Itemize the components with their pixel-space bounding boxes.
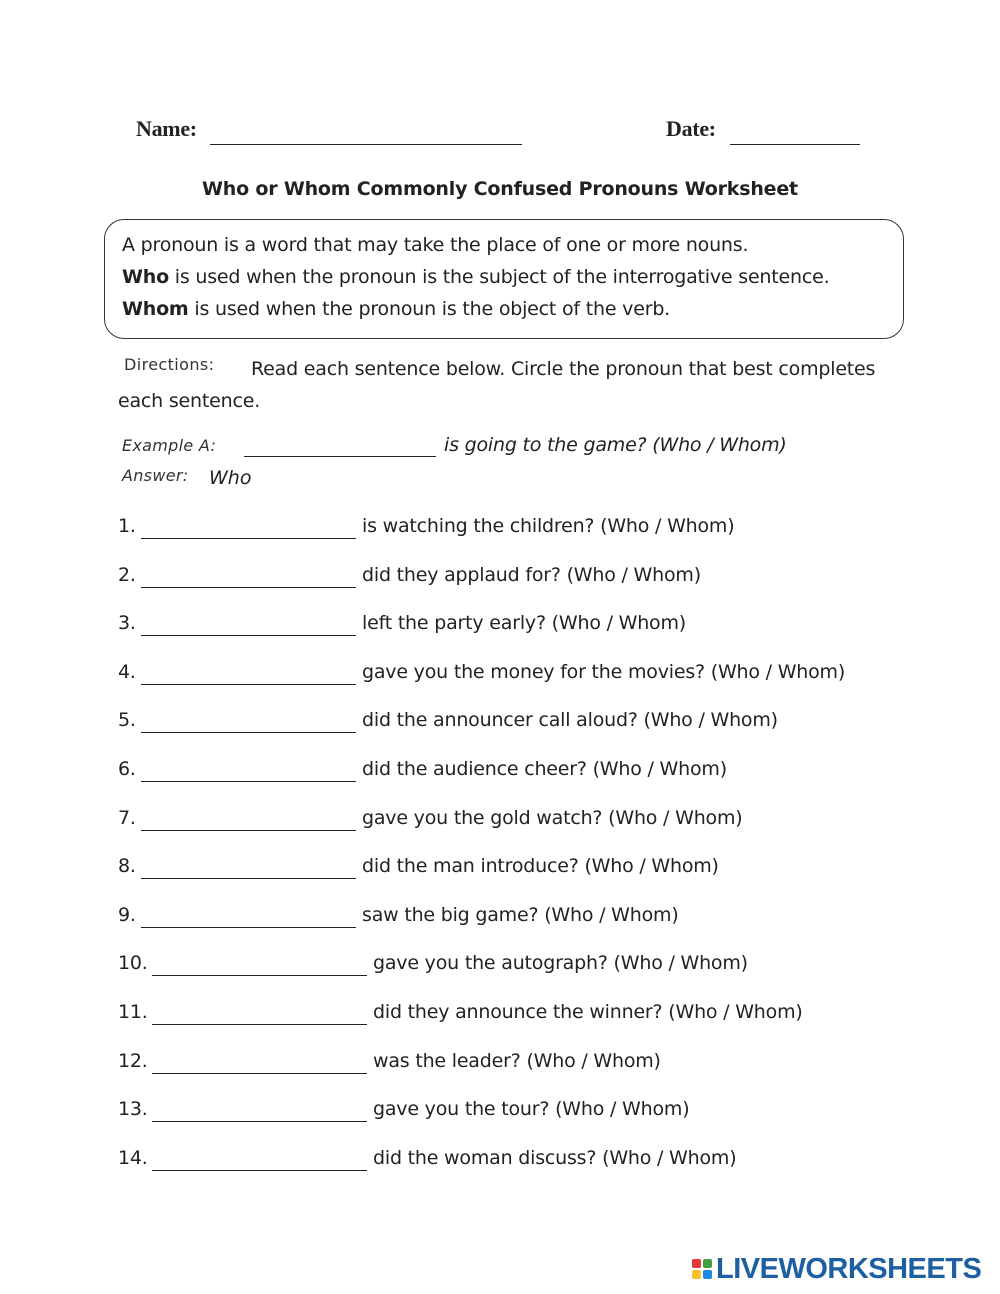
question-number: 4. <box>118 660 136 683</box>
answer-blank[interactable] <box>141 927 356 928</box>
answer-blank[interactable] <box>152 1170 367 1171</box>
question-text: did the woman discuss? (Who / Whom) <box>373 1146 737 1169</box>
page-title: Who or Whom Commonly Confused Pronouns Worksheet <box>202 178 798 200</box>
answer-blank[interactable] <box>141 878 356 879</box>
who-definition: is used when the pronoun is the subject of the interrogative sentence. <box>168 266 830 288</box>
question-text: gave you the autograph? (Who / Whom) <box>373 952 748 975</box>
date-line[interactable] <box>730 144 860 145</box>
directions-text: Read each sentence below. Circle the pronoun that best completes each sentence. <box>118 358 876 412</box>
question-number: 6. <box>118 758 136 780</box>
question-number: 13. <box>118 1098 148 1121</box>
question-text: gave you the gold watch? (Who / Whom) <box>362 806 743 829</box>
question-text: did the announcer call aloud? (Who / Whom) <box>362 709 778 732</box>
answer-blank[interactable] <box>141 830 356 831</box>
question-text: is watching the children? (Who / Whom) <box>362 515 735 537</box>
name-label: Name: <box>136 116 197 141</box>
answer-blank[interactable] <box>141 684 356 685</box>
question-text: was the leader? (Who / Whom) <box>373 1049 661 1072</box>
question-text: left the party early? (Who / Whom) <box>362 612 686 635</box>
answer-label: Answer: <box>122 466 189 485</box>
answer-blank[interactable] <box>141 781 356 782</box>
who-term: Who <box>122 266 169 288</box>
answer-blank[interactable] <box>141 635 356 636</box>
directions-label: Directions: <box>124 355 215 374</box>
answer-blank[interactable] <box>152 1121 367 1122</box>
answer-blank[interactable] <box>141 732 356 733</box>
definition-line-3 <box>122 298 670 320</box>
answer-value: Who <box>209 467 252 489</box>
question-number: 2. <box>118 563 136 586</box>
answer-blank[interactable] <box>141 587 356 588</box>
answer-blank[interactable] <box>141 538 356 539</box>
logo-text: LIVEWORKSHEETS <box>716 1252 982 1285</box>
question-number: 9. <box>118 903 136 926</box>
name-line[interactable] <box>210 144 522 145</box>
question-number: 12. <box>118 1049 148 1072</box>
whom-definition: is used when the pronoun is the object of the verb. <box>188 298 671 320</box>
example-text: is going to the game? (Who / Whom) <box>444 434 787 456</box>
answer-blank[interactable] <box>152 975 367 976</box>
liveworksheets-logo-icon <box>692 1259 712 1279</box>
question-number: 10. <box>118 952 148 975</box>
question-number: 3. <box>118 612 136 635</box>
liveworksheets-logo <box>692 1253 981 1285</box>
answer-blank[interactable] <box>152 1024 367 1025</box>
question-text: did they applaud for? (Who / Whom) <box>362 563 701 586</box>
example-blank <box>244 456 436 457</box>
question-number: 7. <box>118 806 136 829</box>
question-number: 5. <box>118 709 136 732</box>
question-text: did the audience cheer? (Who / Whom) <box>362 758 727 780</box>
question-text: did the man introduce? (Who / Whom) <box>362 855 719 878</box>
definition-line-2 <box>122 266 829 288</box>
question-number: 11. <box>118 1001 148 1023</box>
question-text: gave you the tour? (Who / Whom) <box>373 1098 690 1121</box>
date-label: Date: <box>666 116 716 141</box>
question-number: 14. <box>118 1146 148 1169</box>
question-number: 8. <box>118 855 136 878</box>
question-text: did they announce the winner? (Who / Whom) <box>373 1001 803 1023</box>
question-text: gave you the money for the movies? (Who / Whom) <box>362 660 846 683</box>
definition-line-1: A pronoun is a word that may take the place of one or more nouns. <box>122 234 749 256</box>
question-text: saw the big game? (Who / Whom) <box>362 903 679 926</box>
question-number: 1. <box>118 515 136 537</box>
whom-term: Whom <box>122 298 189 320</box>
answer-blank[interactable] <box>152 1073 367 1074</box>
example-label: Example A: <box>122 436 217 455</box>
